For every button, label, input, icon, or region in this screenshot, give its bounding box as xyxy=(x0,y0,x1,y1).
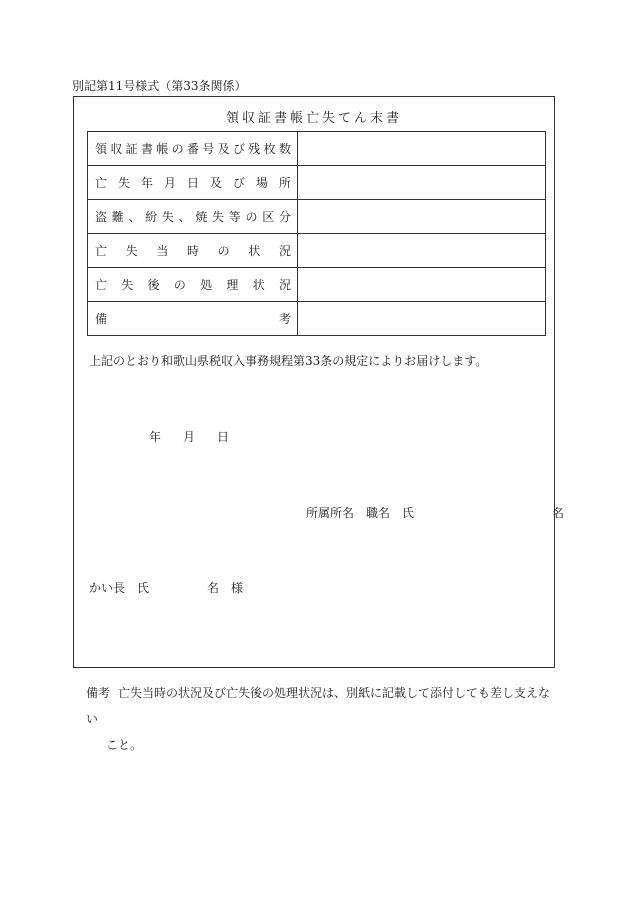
table-row xyxy=(88,132,546,166)
row-label-char: 等 xyxy=(228,210,241,224)
row-label-char: 番 xyxy=(186,142,199,156)
table-row xyxy=(88,200,546,234)
details-table xyxy=(87,131,546,336)
row-label-char: 証 xyxy=(125,142,138,156)
row-label xyxy=(88,268,298,302)
row-label-char: 帳 xyxy=(156,142,169,156)
row-label-char: 亡 xyxy=(95,244,108,258)
row-label-char: 数 xyxy=(278,142,291,156)
row-label-char: の xyxy=(171,142,184,156)
row-label-char: 焼 xyxy=(195,210,208,224)
row-label-char: 失 xyxy=(117,176,130,190)
row-label-char: 当 xyxy=(156,244,169,258)
row-label-char: 盗 xyxy=(95,210,108,224)
row-label-char: 及 xyxy=(217,142,230,156)
row-value-field[interactable] xyxy=(298,234,546,268)
row-label-char: 失 xyxy=(121,278,134,292)
table-row xyxy=(88,234,546,268)
row-label-char: 理 xyxy=(226,278,239,292)
row-label-char: の xyxy=(245,210,258,224)
note-line-2: こと。 xyxy=(106,738,143,752)
row-label-char: 時 xyxy=(186,244,199,258)
row-label-char: 失 xyxy=(161,210,174,224)
row-label-char: 紛 xyxy=(145,210,158,224)
row-label-char: 日 xyxy=(186,176,199,190)
row-label-char: 月 xyxy=(163,176,176,190)
signer-prefix: 所属所名 職名 氏 xyxy=(306,506,415,520)
row-label-char: 況 xyxy=(278,244,291,258)
row-label-char: 失 xyxy=(125,244,138,258)
row-label-char: 及 xyxy=(209,176,222,190)
row-label-char: 枚 xyxy=(263,142,276,156)
table-row xyxy=(88,302,546,336)
row-label-char: 号 xyxy=(202,142,215,156)
addressee-prefix: かい長 氏 xyxy=(89,581,150,595)
row-label-char: 失 xyxy=(212,210,225,224)
row-label-char: び xyxy=(232,142,245,156)
signer-suffix: 名 xyxy=(551,506,564,520)
row-label-char: 難 xyxy=(111,210,124,224)
note-line-1: 亡失当時の状況及び亡失後の処理状況は、別紙に記載して添付しても差し支えない xyxy=(86,686,551,726)
row-label-char: 亡 xyxy=(95,176,108,190)
table-row xyxy=(88,268,546,302)
row-label-char: 、 xyxy=(178,210,191,224)
addressee-line xyxy=(89,579,243,596)
row-label-char: 残 xyxy=(248,142,261,156)
row-label xyxy=(88,234,298,268)
date-month: 月 xyxy=(183,430,196,444)
row-label-char: 年 xyxy=(140,176,153,190)
date-line xyxy=(149,428,251,445)
row-label-char: 分 xyxy=(278,210,291,224)
remarks-note xyxy=(86,680,556,758)
row-value-field[interactable] xyxy=(298,166,546,200)
row-value-field[interactable] xyxy=(298,200,546,234)
row-label-char: の xyxy=(217,244,230,258)
date-day: 日 xyxy=(217,430,230,444)
row-label xyxy=(88,132,298,166)
row-value-field[interactable] xyxy=(298,302,546,336)
row-label-char: 領 xyxy=(95,142,108,156)
row-label-char: 収 xyxy=(110,142,123,156)
row-label xyxy=(88,166,298,200)
row-label-char: 亡 xyxy=(95,278,108,292)
row-label-char: 況 xyxy=(278,278,291,292)
form-label: 別記第11号様式（第33条関係） xyxy=(72,79,247,93)
table-row xyxy=(88,166,546,200)
row-label-char: び xyxy=(232,176,245,190)
row-label-char: 、 xyxy=(128,210,141,224)
row-label-char: 場 xyxy=(255,176,268,190)
addressee-suffix: 名 様 xyxy=(207,581,244,595)
row-label-char: 処 xyxy=(200,278,213,292)
form-frame xyxy=(73,96,564,668)
signer-line xyxy=(306,504,564,521)
row-label-char: の xyxy=(173,278,186,292)
row-label xyxy=(88,302,298,336)
row-label-char: 所 xyxy=(278,176,291,190)
row-label-char: 備 xyxy=(95,312,108,326)
row-label-char: 状 xyxy=(248,244,261,258)
row-label-char: 考 xyxy=(278,312,291,326)
date-year: 年 xyxy=(149,430,162,444)
intro-statement: 上記のとおり和歌山県税収入事務規程第33条の規定によりお届けします。 xyxy=(89,354,488,368)
row-label-char: 状 xyxy=(252,278,265,292)
row-label xyxy=(88,200,298,234)
row-value-field[interactable] xyxy=(298,268,546,302)
form-title: 領収証書帳亡失てん末書 xyxy=(225,111,402,126)
row-label-char: 後 xyxy=(147,278,160,292)
row-label-char: 区 xyxy=(262,210,275,224)
row-value-field[interactable] xyxy=(298,132,546,166)
note-head: 備考 xyxy=(86,686,111,700)
row-label-char: 書 xyxy=(140,142,153,156)
